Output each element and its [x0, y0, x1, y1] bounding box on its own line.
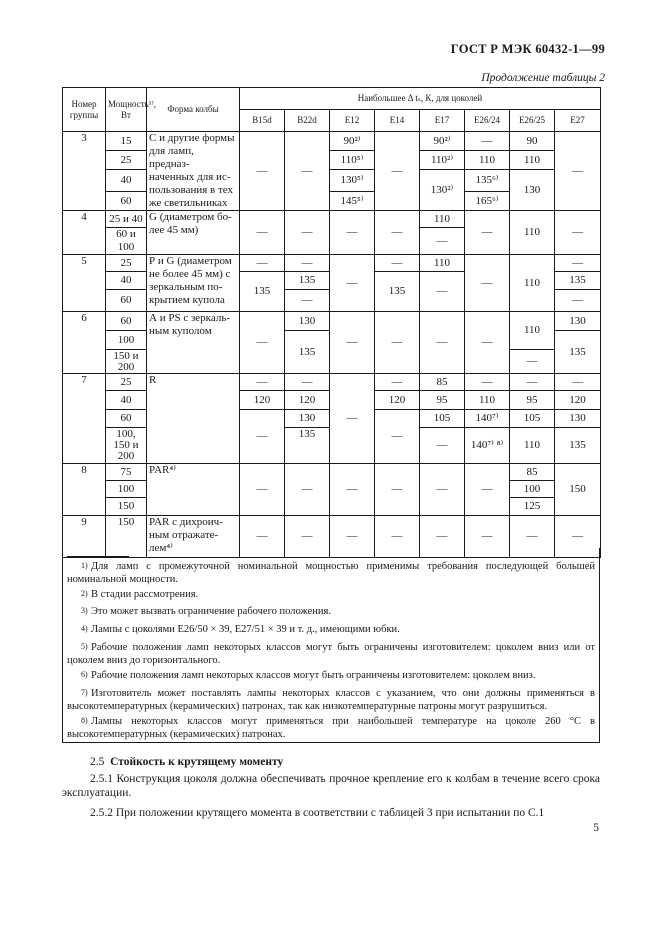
value-cell: 130²⁾	[420, 170, 465, 211]
shape-line: Р и G (диаметром	[149, 255, 232, 267]
value-cell: —	[555, 516, 601, 558]
value-cell: —	[240, 132, 285, 211]
value-cell: —	[465, 374, 510, 391]
bulb-shape-cell	[147, 255, 240, 312]
footnote-mark: 4)	[81, 624, 88, 633]
value-cell: —	[375, 211, 420, 255]
shape-line: G (диаметром бо-	[149, 211, 232, 223]
power-cell: 150	[106, 498, 147, 516]
value-cell: —	[240, 464, 285, 516]
footnote	[67, 641, 595, 667]
value-cell: —	[510, 350, 555, 374]
value-cell: 95	[420, 391, 465, 410]
value-cell: —	[240, 211, 285, 255]
group-number: 6	[63, 312, 106, 374]
value-cell: 135	[285, 272, 330, 290]
col-header-group: Номер группы	[63, 88, 106, 132]
footnote-text: Лампы с цоколями E26/50 × 39, E27/51 × 39 и т. д., имеющими юбки.	[91, 624, 400, 635]
table-continuation-label: Продолжение таблицы 2	[481, 72, 605, 84]
footnote	[67, 605, 595, 618]
value-cell: 135	[375, 272, 420, 312]
power-cell: 15	[106, 132, 147, 151]
footnote-text: В стадии рассмотрения.	[91, 589, 199, 600]
value-cell: —	[330, 374, 375, 464]
value-cell: —	[285, 464, 330, 516]
value-cell: 135	[555, 272, 601, 290]
value-cell: —	[285, 132, 330, 211]
shape-line: С и другие формы	[149, 132, 235, 144]
table-row	[63, 211, 601, 228]
group-number: 5	[63, 255, 106, 312]
value-cell: —	[375, 255, 420, 272]
value-cell: —	[420, 516, 465, 558]
bulb-shape-cell	[147, 132, 240, 211]
footnote-mark: 6)	[81, 670, 88, 679]
value-cell: 120	[240, 391, 285, 410]
value-cell: 120	[285, 391, 330, 410]
value-cell: —	[330, 255, 375, 312]
value-cell: 135	[555, 331, 601, 374]
value-cell: 130	[510, 170, 555, 211]
power-cell: 60 и 100	[106, 228, 147, 255]
power-cell: 25	[106, 255, 147, 272]
value-cell: 130	[285, 312, 330, 331]
footnote-mark: 7)	[81, 688, 88, 697]
table-row	[63, 132, 601, 151]
value-cell: 135	[240, 272, 285, 312]
value-cell: —	[375, 464, 420, 516]
value-cell: 120	[375, 391, 420, 410]
footnote	[67, 669, 595, 682]
bulb-shape-cell	[147, 312, 240, 374]
value-cell: —	[285, 374, 330, 391]
value-cell: —	[330, 464, 375, 516]
value-cell: 110	[510, 312, 555, 350]
table-row	[63, 255, 601, 272]
value-cell: —	[240, 312, 285, 374]
page-number: 5	[593, 822, 599, 834]
table-row	[63, 374, 601, 391]
power-cell: 150	[106, 516, 147, 558]
value-cell: 110	[420, 211, 465, 228]
value-cell: 95	[510, 391, 555, 410]
value-cell: —	[420, 272, 465, 312]
value-cell: —	[285, 211, 330, 255]
power-cell: 25	[106, 374, 147, 391]
power-cell: 100	[106, 331, 147, 350]
document-code: ГОСТ Р МЭК 60432-1—99	[450, 42, 605, 56]
group-number: 8	[63, 464, 106, 516]
value-cell: —	[375, 374, 420, 391]
group-number: 9	[63, 516, 106, 558]
shape-line: крытием купола	[149, 294, 225, 306]
bulb-shape-cell: R	[147, 374, 240, 464]
value-cell: 165⁶⁾	[465, 192, 510, 211]
value-cell: —	[465, 312, 510, 374]
value-cell: 145⁵⁾	[330, 192, 375, 211]
shape-line: ным отражате-	[149, 529, 219, 541]
value-cell: 140⁷⁾	[465, 410, 510, 428]
value-cell: —	[465, 211, 510, 255]
footnote	[67, 588, 595, 601]
footnote-text: Для ламп с промежуточной номинальной мощностью применимы требования последующей большей номинальной мощности.	[67, 561, 595, 585]
lamp-temperature-table	[62, 87, 601, 558]
table-row	[63, 151, 601, 170]
footnote-mark: 2)	[81, 589, 88, 598]
value-cell: —	[285, 255, 330, 272]
value-cell: —	[555, 255, 601, 272]
value-cell: 85	[420, 374, 465, 391]
value-cell: 110	[420, 255, 465, 272]
shape-line: для ламп, предназ-	[149, 145, 194, 170]
value-cell: —	[330, 211, 375, 255]
value-cell: 110	[465, 151, 510, 170]
power-cell: 25 и 40	[106, 211, 147, 228]
value-cell: 110	[465, 391, 510, 410]
power-cell: 60	[106, 290, 147, 312]
group-number: 3	[63, 132, 106, 211]
value-cell: —	[240, 374, 285, 391]
footnote-text: Это может вызвать ограничение рабочего положения.	[91, 606, 331, 617]
value-cell: —	[240, 410, 285, 464]
value-cell: 110⁵⁾	[330, 151, 375, 170]
footnote	[67, 623, 595, 636]
table-row	[63, 170, 601, 192]
col-header-base: B22d	[285, 110, 330, 132]
col-header-base: E27	[555, 110, 601, 132]
footnote	[67, 715, 595, 741]
shape-line: PAR с дихроич-	[149, 516, 223, 528]
paragraph: 2.5.2 При положении крутящего момента в соответствии с таблицей 3 при испытании по С.1	[90, 807, 545, 819]
value-cell: —	[420, 312, 465, 374]
value-cell: —	[465, 255, 510, 312]
section-heading	[62, 755, 600, 769]
power-cell: 60	[106, 192, 147, 211]
col-header-bulb-shape: Форма колбы	[147, 88, 240, 132]
col-header-base: E26/25	[510, 110, 555, 132]
col-header-base: E17	[420, 110, 465, 132]
footnote-text: Рабочие положения ламп некоторых классов могут быть ограничены изготовителем: цоколем вниз или от цоколем вниз до горизонтального.	[67, 642, 595, 666]
value-cell: 105	[510, 410, 555, 428]
value-cell: —	[510, 516, 555, 558]
value-cell: 135	[285, 331, 330, 374]
shape-line: зеркальным по-	[149, 281, 223, 293]
value-cell: —	[465, 464, 510, 516]
value-cell: —	[555, 211, 601, 255]
value-cell: —	[420, 228, 465, 255]
shape-line: же светильниках	[149, 197, 228, 209]
footnote-mark: 5)	[81, 642, 88, 651]
value-cell: 110	[510, 151, 555, 170]
group-number: 7	[63, 374, 106, 464]
value-cell: 100	[510, 481, 555, 498]
col-header-max-temp: Наибольшее Δ tₛ, К, для цоколей	[240, 88, 601, 110]
value-cell: —	[285, 290, 330, 312]
power-cell: 40	[106, 272, 147, 290]
shape-line: наченных для ис-	[149, 171, 231, 183]
value-cell: —	[285, 516, 330, 558]
bulb-shape-cell: PAR⁴⁾	[147, 464, 240, 516]
value-cell: —	[555, 132, 601, 211]
value-cell: 130	[555, 312, 601, 331]
power-cell: 40	[106, 170, 147, 192]
col-header-base: E14	[375, 110, 420, 132]
value-cell: 140⁷⁾ ⁸⁾	[465, 428, 510, 464]
section-title: Стойкость к крутящему моменту	[110, 756, 284, 768]
table-row	[63, 312, 601, 331]
bulb-shape-cell	[147, 211, 240, 255]
shape-line: не более 45 мм) с	[149, 268, 231, 280]
footnote	[67, 687, 595, 713]
col-header-base: B15d	[240, 110, 285, 132]
value-cell: —	[330, 312, 375, 374]
col-header-base: E12	[330, 110, 375, 132]
col-header-base: E26/24	[465, 110, 510, 132]
power-cell: 60	[106, 312, 147, 331]
value-cell: —	[375, 312, 420, 374]
value-cell: —	[510, 374, 555, 391]
value-cell: —	[555, 290, 601, 312]
footnote-text: Рабочие положения ламп некоторых классов могут быть ограничены изготовителем: цоколем вниз.	[91, 670, 536, 681]
shape-line: лее 45 мм)	[149, 224, 199, 236]
power-cell: 150 и 200	[106, 350, 147, 374]
value-cell: 135	[285, 428, 330, 464]
value-cell: 110	[510, 211, 555, 255]
value-cell: —	[375, 516, 420, 558]
value-cell: 150	[555, 464, 601, 516]
power-cell: 100, 150 и 200	[106, 428, 147, 464]
value-cell: —	[330, 516, 375, 558]
value-cell: 135	[555, 428, 601, 464]
value-cell: —	[465, 132, 510, 151]
value-cell: 125	[510, 498, 555, 516]
shape-line: пользования в тех	[149, 184, 234, 196]
shape-line: лем⁴⁾	[149, 542, 173, 554]
power-cell: 100	[106, 481, 147, 498]
value-cell: 110	[510, 255, 555, 312]
value-cell: 105	[420, 410, 465, 428]
power-cell: 25	[106, 151, 147, 170]
table-footnotes	[62, 548, 600, 743]
paragraph: 2.5.1 Конструкция цоколя должна обеспечивать прочное крепление его к колбам в течение всего срока эксплуатации.	[62, 773, 600, 799]
footnote-divider	[67, 556, 129, 557]
value-cell: —	[420, 464, 465, 516]
footnote-mark: 1)	[81, 561, 88, 570]
table-row	[63, 464, 601, 481]
value-cell: 85	[510, 464, 555, 481]
value-cell: 135⁶⁾	[465, 170, 510, 192]
value-cell: 110²⁾	[420, 151, 465, 170]
value-cell: —	[375, 410, 420, 464]
value-cell: 130⁵⁾	[330, 170, 375, 192]
value-cell: 120	[555, 391, 601, 410]
power-cell: 75	[106, 464, 147, 481]
footnote-mark: 8)	[81, 716, 88, 725]
value-cell: 90²⁾	[420, 132, 465, 151]
shape-line: А и PS с зеркаль-	[149, 312, 231, 324]
col-header-power: Мощность¹⁾, Вт	[106, 88, 147, 132]
section-number: 2.5	[90, 756, 105, 768]
footnote-text: Изготовитель может поставлять лампы некоторых классов с указанием, что они должны применяться в высокотемпературных (керамических) патронах, так как низкотемпературные патроны могут разрушиться.	[67, 688, 595, 712]
footnote	[67, 560, 595, 586]
value-cell: —	[375, 132, 420, 211]
value-cell: —	[555, 374, 601, 391]
value-cell: —	[240, 255, 285, 272]
group-number: 4	[63, 211, 106, 255]
value-cell: 90²⁾	[330, 132, 375, 151]
shape-line: ным куполом	[149, 325, 212, 337]
footnote-text: Лампы некоторых классов могут применяться при наибольшей температуре на цоколе 260 °С в высокотемпературных (керамических) патронах.	[67, 716, 595, 740]
value-cell: —	[465, 516, 510, 558]
power-cell: 60	[106, 410, 147, 428]
value-cell: 90	[510, 132, 555, 151]
value-cell: 130	[555, 410, 601, 428]
value-cell: —	[240, 516, 285, 558]
footnote-mark: 3)	[81, 606, 88, 615]
value-cell: 130	[285, 410, 330, 428]
power-cell: 40	[106, 391, 147, 410]
value-cell: 110	[510, 428, 555, 464]
value-cell: —	[420, 428, 465, 464]
